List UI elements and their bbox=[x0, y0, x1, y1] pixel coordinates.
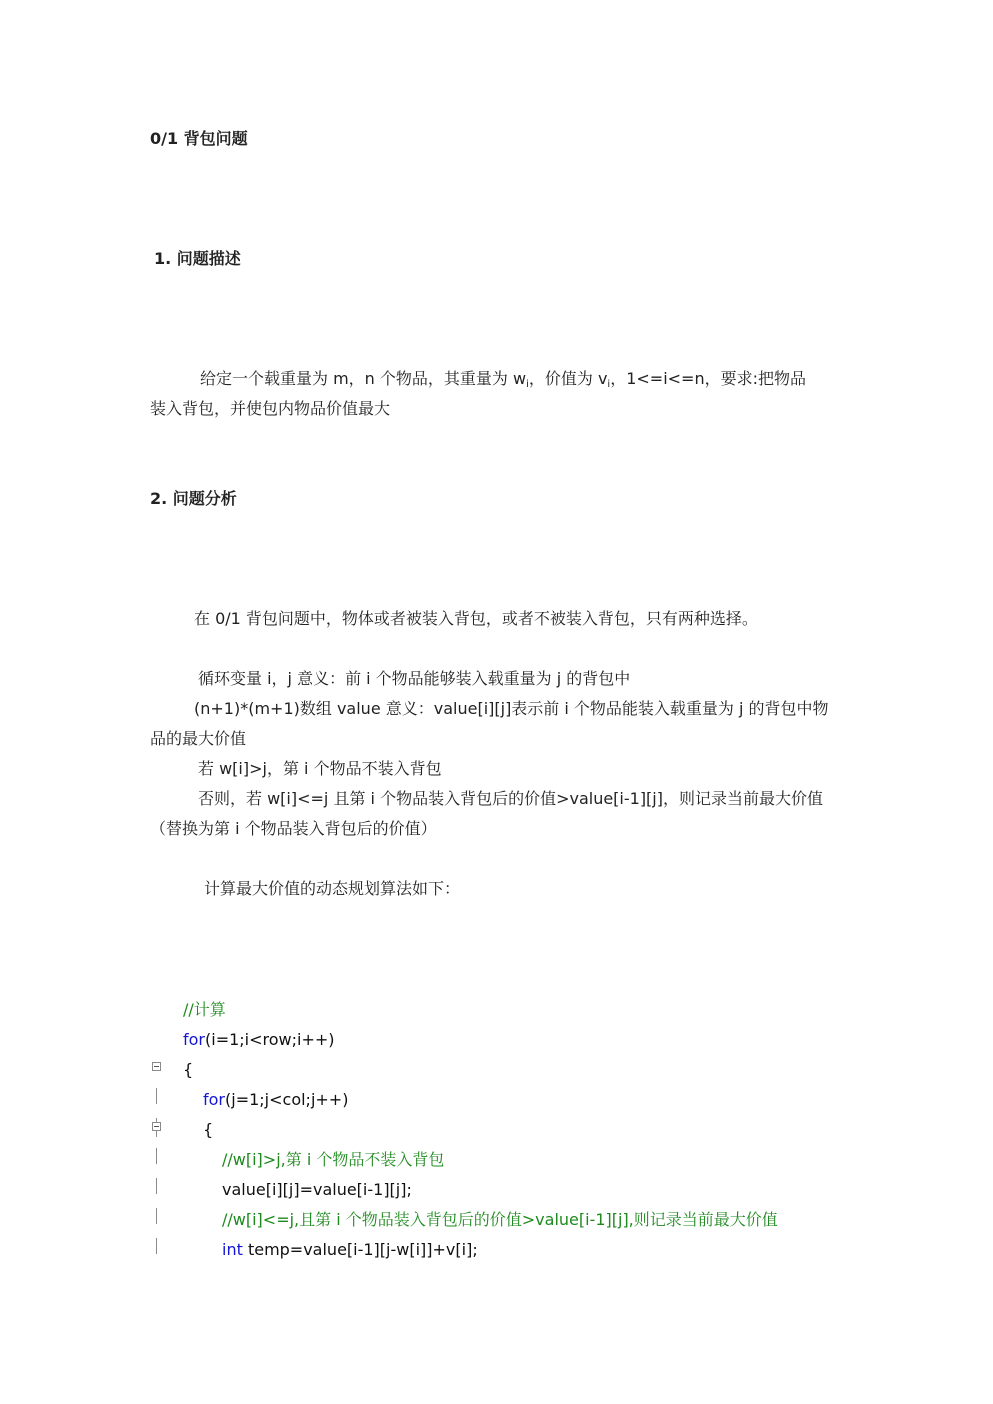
code-line-4 bbox=[203, 1090, 348, 1110]
fold-guide-line bbox=[156, 1208, 157, 1224]
code-line-3: { bbox=[183, 1060, 194, 1079]
para-text-c: ，1<=i<=n，要求:把物品 bbox=[610, 369, 806, 388]
section2-paragraph-5-line2: （替换为第 i 个物品装入背包后的价值） bbox=[150, 819, 437, 838]
section2-paragraph-3-line1: (n+1)*(m+1)数组 value 意义：value[i][j]表示前 i 个物品能装入载重量为 j 的背包中物 bbox=[194, 699, 829, 718]
section1-heading: 1. 问题描述 bbox=[154, 249, 241, 268]
fold-guide-line bbox=[156, 1178, 157, 1194]
section2-paragraph-2: 循环变量 i，j 意义：前 i 个物品能够装入载重量为 j 的背包中 bbox=[198, 669, 631, 688]
section2-paragraph-1: 在 0/1 背包问题中，物体或者被装入背包，或者不被装入背包，只有两种选择。 bbox=[194, 609, 758, 628]
subscript-i: i bbox=[607, 379, 611, 390]
section2-paragraph-3-line2: 品的最大价值 bbox=[150, 729, 247, 748]
code-line-1: //计算 bbox=[183, 1000, 226, 1019]
keyword-for: for bbox=[203, 1090, 225, 1109]
para-text-a: 给定一个载重量为 m，n 个物品，其重量为 w bbox=[200, 369, 527, 388]
code-line-9 bbox=[222, 1240, 478, 1260]
doc-title: 0/1 背包问题 bbox=[150, 129, 248, 148]
code-line-2 bbox=[183, 1030, 335, 1050]
fold-guide-line bbox=[156, 1148, 157, 1164]
section1-paragraph-line1 bbox=[200, 369, 806, 389]
subscript-i: i bbox=[526, 379, 529, 390]
code-line-7: value[i][j]=value[i-1][j]; bbox=[222, 1180, 412, 1199]
para-text-b: ，价值为 v bbox=[528, 369, 608, 388]
code-text: (j=1;j<col;j++) bbox=[225, 1090, 349, 1109]
fold-collapse-icon[interactable] bbox=[152, 1122, 161, 1131]
code-line-5: { bbox=[203, 1120, 214, 1139]
keyword-for: for bbox=[183, 1030, 205, 1049]
code-text: temp=value[i-1][j-w[i]]+v[i]; bbox=[242, 1240, 478, 1259]
section1-paragraph-line2: 装入背包，并使包内物品价值最大 bbox=[150, 399, 391, 418]
code-line-6: //w[i]>j,第 i 个物品不装入背包 bbox=[222, 1150, 445, 1169]
section2-paragraph-4: 若 w[i]>j，第 i 个物品不装入背包 bbox=[198, 759, 442, 778]
code-line-8: //w[i]<=j,且第 i 个物品装入背包后的价值>value[i-1][j],则记录当前最大价值 bbox=[222, 1210, 778, 1229]
fold-guide-line bbox=[156, 1238, 157, 1254]
keyword-int: int bbox=[222, 1240, 243, 1259]
fold-collapse-icon[interactable] bbox=[152, 1062, 161, 1071]
code-text: (i=1;i<row;i++) bbox=[205, 1030, 335, 1049]
section2-heading: 2. 问题分析 bbox=[150, 489, 237, 508]
fold-guide-line bbox=[156, 1131, 157, 1137]
section2-paragraph-5-line1: 否则，若 w[i]<=j 且第 i 个物品装入背包后的价值>value[i-1][j]，则记录当前最大价值 bbox=[198, 789, 823, 808]
fold-guide-line bbox=[156, 1088, 157, 1104]
section2-paragraph-6: 计算最大价值的动态规划算法如下： bbox=[204, 879, 461, 898]
